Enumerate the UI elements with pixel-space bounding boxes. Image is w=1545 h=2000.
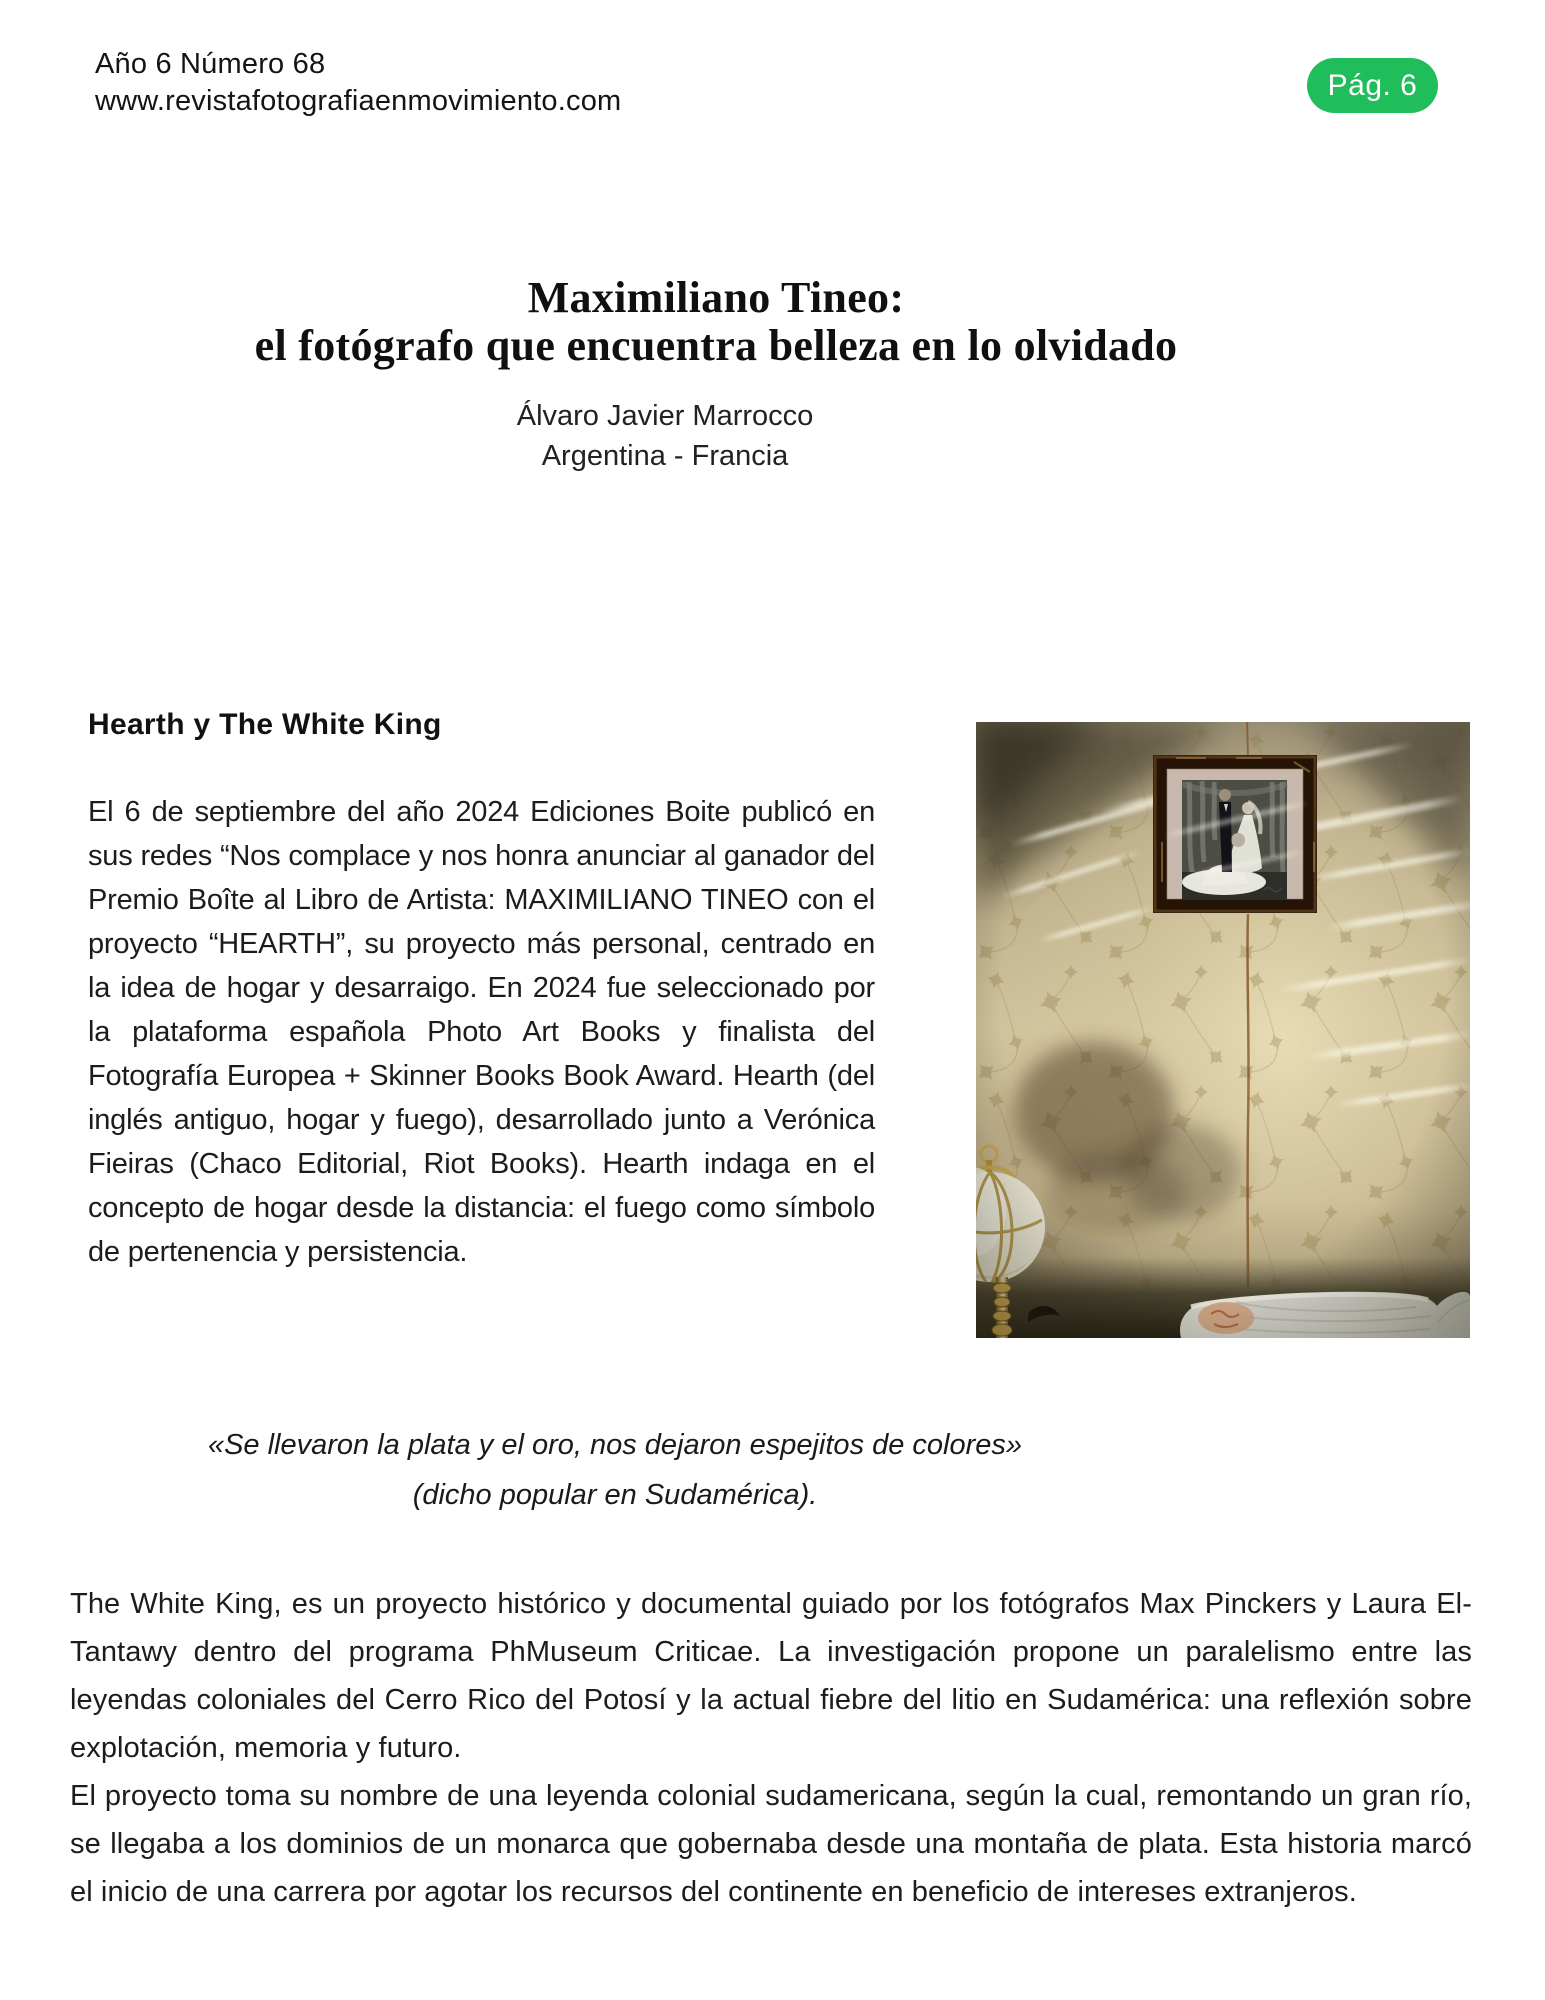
pull-quote: «Se llevaron la plata y el oro, nos dejaron espejitos de colores» (dicho popular en Sudamérica).: [207, 1429, 1023, 1511]
byline: [365, 396, 965, 476]
white-king-paragraph: The White King, es un proyecto histórico y documental guiado por los fotógrafos Max Pinckers y Laura El-Tantawy dentro del programa PhMuseum Criticae. La investigación propone un paralelismo entre las leyendas coloniales del Cerro Rico del Potosí y la actual fiebre del litio en Sudamérica: una reflexión sobre explotación, memoria y futuro.: [70, 1588, 1472, 1764]
author-countries: Argentina - Francia: [541, 440, 789, 472]
bedroom-photo-illustration: [976, 722, 1470, 1338]
article-title: [145, 274, 1287, 370]
section-heading: Hearth y The White King: [88, 708, 442, 741]
article-title-line1: Maximiliano Tineo:: [527, 273, 905, 322]
author-name: Álvaro Javier Marrocco: [516, 400, 814, 432]
legend-paragraph: El proyecto toma su nombre de una leyenda colonial sudamericana, según la cual, remontando un gran río, se llegaba a los dominios de un monarca que gobernaba desde una montaña de plata. Esta historia marcó el inicio de una carrera por agotar los recursos del continente en beneficio de intereses extranjeros.: [70, 1780, 1472, 1908]
website-url: www.revistafotografiaenmovimiento.com: [95, 85, 622, 117]
article-photo: [976, 722, 1470, 1338]
lead-paragraph: El 6 de septiembre del año 2024 Ediciones Boite publicó en sus redes “Nos complace y nos honra anunciar al ganador del Premio Boîte al Libro de Artista: MAXIMILIANO TINEO con el proyecto “HEARTH”, su proyecto más personal, centrado en la idea de hogar y desarraigo. En 2024 fue seleccionado por la plataforma española Photo Art Books y finalista del Fotografía Europea + Skinner Books Book Award. Hearth (del inglés antiguo, hogar y fuego), desarrollado junto a Verónica Fieiras (Chaco Editorial, Riot Books). Hearth indaga en el concepto de hogar desde la distancia: el fuego como símbolo de pertenencia y persistencia.: [88, 796, 875, 1268]
masthead: [95, 46, 621, 120]
issue-number: Año 6 Número 68: [95, 48, 326, 80]
article-title-line2: el fotógrafo que encuentra belleza en lo olvidado: [254, 321, 1178, 370]
bottom-section: [70, 1580, 1472, 1916]
page-number-badge: Pág. 6: [1307, 58, 1438, 113]
